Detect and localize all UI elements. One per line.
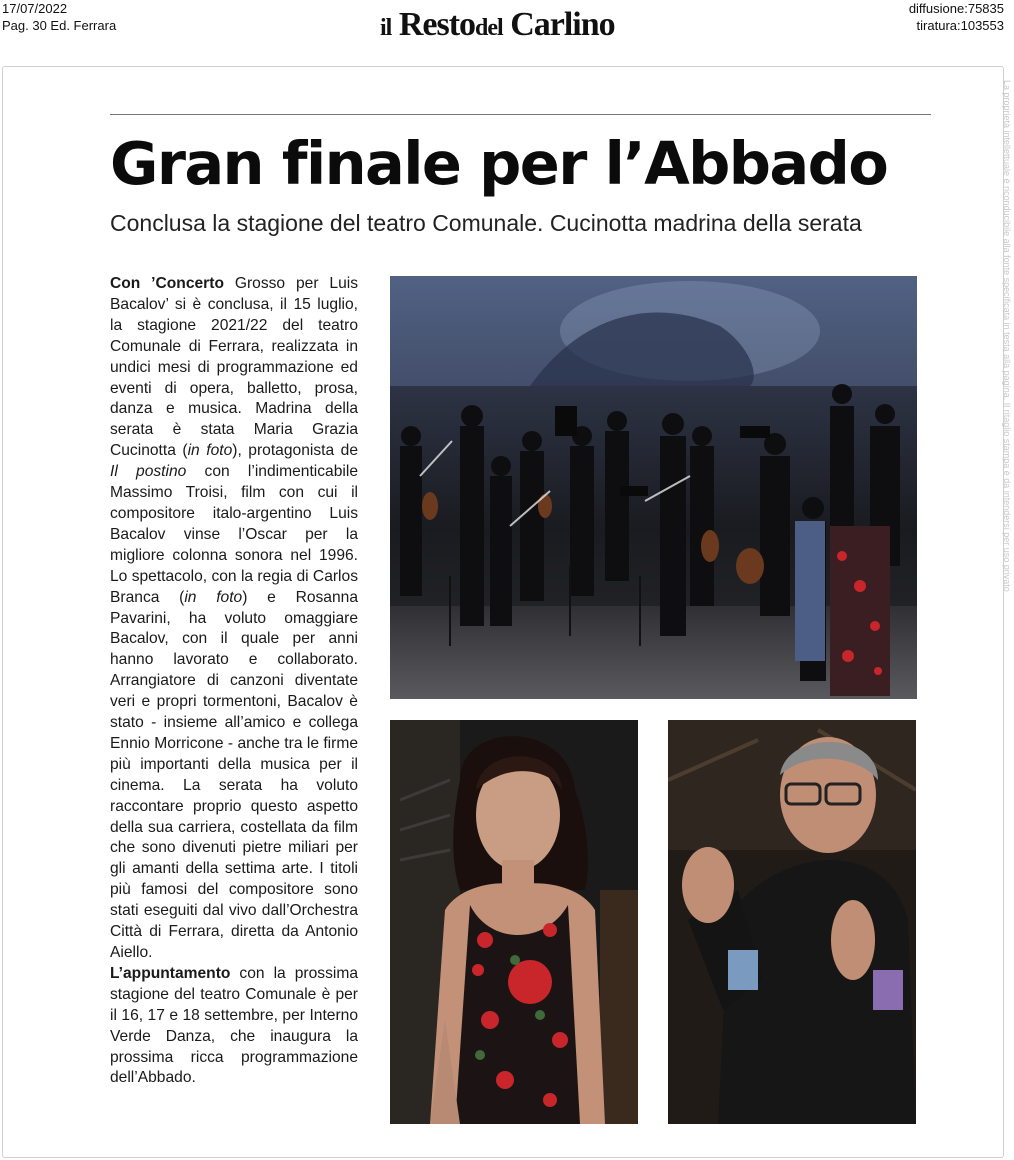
subheadline: Conclusa la stagione del teatro Comunale. Cucinotta madrina della serata: [110, 210, 862, 236]
orchestra-photo: [390, 276, 917, 699]
woman-photo: [390, 720, 638, 1124]
article-body: [110, 274, 358, 1089]
newspaper-logo: il Restodel Carlino: [380, 6, 615, 43]
divider: [110, 114, 931, 115]
date: 17/07/2022: [2, 1, 68, 16]
diffusione: diffusione:75835: [908, 1, 1004, 16]
side-note: La proprietà intellettuale è riconducibile alla fonte specificata in testa alla pagina. Il ritaglio stampa è da intendersi per uso privato: [1002, 80, 1012, 592]
paragraph-2: L’appuntamento con la prossima stagione del teatro Comunale è per il 16, 17 e 18 settembre, per Interno Verde Danza, che inaugura la prossima ricca programmazione dell’Abbado.: [110, 964, 358, 1087]
paragraph-1: Con ’Concerto Grosso per Luis Bacalov’ si è conclusa, il 15 luglio, la stagione 2021/22 del teatro Comunale di Ferrara, realizzata in undici mesi di programmazione ed eventi di opera, balletto, prosa, danza e musica. Madrina della serata è stata Maria Grazia Cucinotta (in foto), protagonista de Il postino con l’indimenticabile Massimo Troisi, film con cui il compositore italo-argentino Luis Bacalov vinse l’Oscar per la migliore colonna sonora nel 1996. Lo spettacolo, con la regia di Carlos Branca (in foto) e Rosanna Pavarini, ha voluto omaggiare Bacalov, con il quale per anni hanno lavorato e collaborato. Arrangiatore di canzoni diventate veri e propri tormentoni, Bacalov è stato - insieme all’amico e collega Ennio Morricone - anche tra le firme più importanti della musica per il cinema. La serata ha voluto raccontare proprio questo aspetto della sua carriera, costellata da film che sono divenuti pietre miliari per gli amanti della settima arte. I titoli più famosi del compositore sono stati eseguiti dal vivo dall’Orchestra Città di Ferrara, diretta da Antonio Aiello.: [110, 275, 359, 961]
man-photo: [668, 720, 916, 1124]
page-edition: Pag. 30 Ed. Ferrara: [2, 18, 117, 33]
edition-info: [2, 0, 116, 34]
headline: Gran finale per l’Abbado: [110, 129, 888, 198]
circulation-info: [909, 0, 1004, 34]
tiratura: tiratura:103553: [916, 18, 1004, 33]
lead-in: Con ’Concerto: [110, 275, 224, 292]
lead-in: L’appuntamento: [110, 964, 231, 982]
